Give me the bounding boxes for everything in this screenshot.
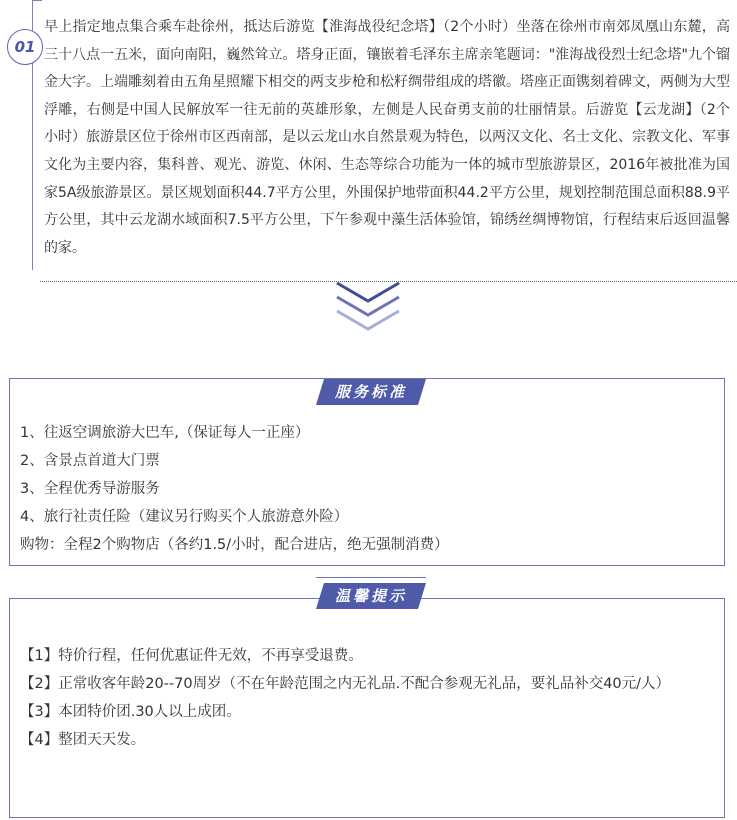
service-standard-title: 服务标准: [334, 383, 407, 401]
list-item: 购物：全程2个购物店（各约1.5/小时，配合进店，绝无强制消费）: [20, 537, 449, 553]
list-item: 1、往返空调旅游大巴车,（保证每人一正座）: [20, 425, 310, 441]
service-list: [20, 419, 449, 559]
double-chevron-down-icon: [333, 279, 403, 335]
warm-tips-title: 温馨提示: [334, 587, 407, 605]
list-item: 【1】特价行程，任何优惠证件无效，不再享受退费。: [20, 648, 363, 664]
service-standard-header: [316, 379, 426, 405]
header-top-line: [316, 577, 426, 578]
warm-tips-box: [9, 587, 725, 818]
day-itinerary-section: [0, 0, 737, 282]
day-number-badge: 01: [7, 29, 43, 65]
list-item: 3、全程优秀导游服务: [20, 481, 160, 497]
list-item: 【3】本团特价团.30人以上成团。: [20, 704, 241, 720]
list-item: 【4】整团天天发。: [20, 732, 146, 748]
list-item: 4、旅行社责任险（建议另行购买个人旅游意外险）: [20, 509, 349, 525]
service-standard-box: [9, 378, 725, 566]
tips-list: [20, 642, 710, 754]
list-item: 【2】正常收客年龄20--70周岁（不在年龄范围之内无礼品.不配合参观无礼品，要礼品补交40元/人）: [20, 676, 671, 692]
warm-tips-header: [316, 583, 426, 609]
day-description: 早上指定地点集合乘车赴徐州，抵达后游览【淮海战役纪念塔】（2个小时）坐落在徐州市南郊凤凰山东麓，高三十八点一五米，面向南阳，巍然耸立。塔身正面，镶嵌着毛泽东主席亲笔题词："淮海战役烈士纪念塔"九个镏金大字。上端雕刻着由五角星照耀下相交的两支步枪和松籽绸带组成的塔徽。塔座正面镌刻着碑文，两侧为大型浮雕，右侧是中国人民解放军一往无前的英雄形象，左侧是人民奋勇支前的壮丽情景。后游览【云龙湖】（2个小时）旅游景区位于徐州市区西南部，是以云龙山水自然景观为特色，以两汉文化、名士文化、宗教文化、军事文化为主要内容，集科普、观光、游览、休闲、生态等综合功能为一体的城市型旅游景区，2016年被批准为国家5A级旅游景区。景区规划面积44.7平方公里，外围保护地带面积44.2平方公里，规划控制范围总面积88.9平方公里，其中云龙湖水域面积7.5平方公里，下午参观中藻生活体验馆，锦绣丝绸博物馆，行程结束后返回温馨的家。: [44, 19, 730, 256]
list-item: 2、含景点首道大门票: [20, 453, 160, 469]
